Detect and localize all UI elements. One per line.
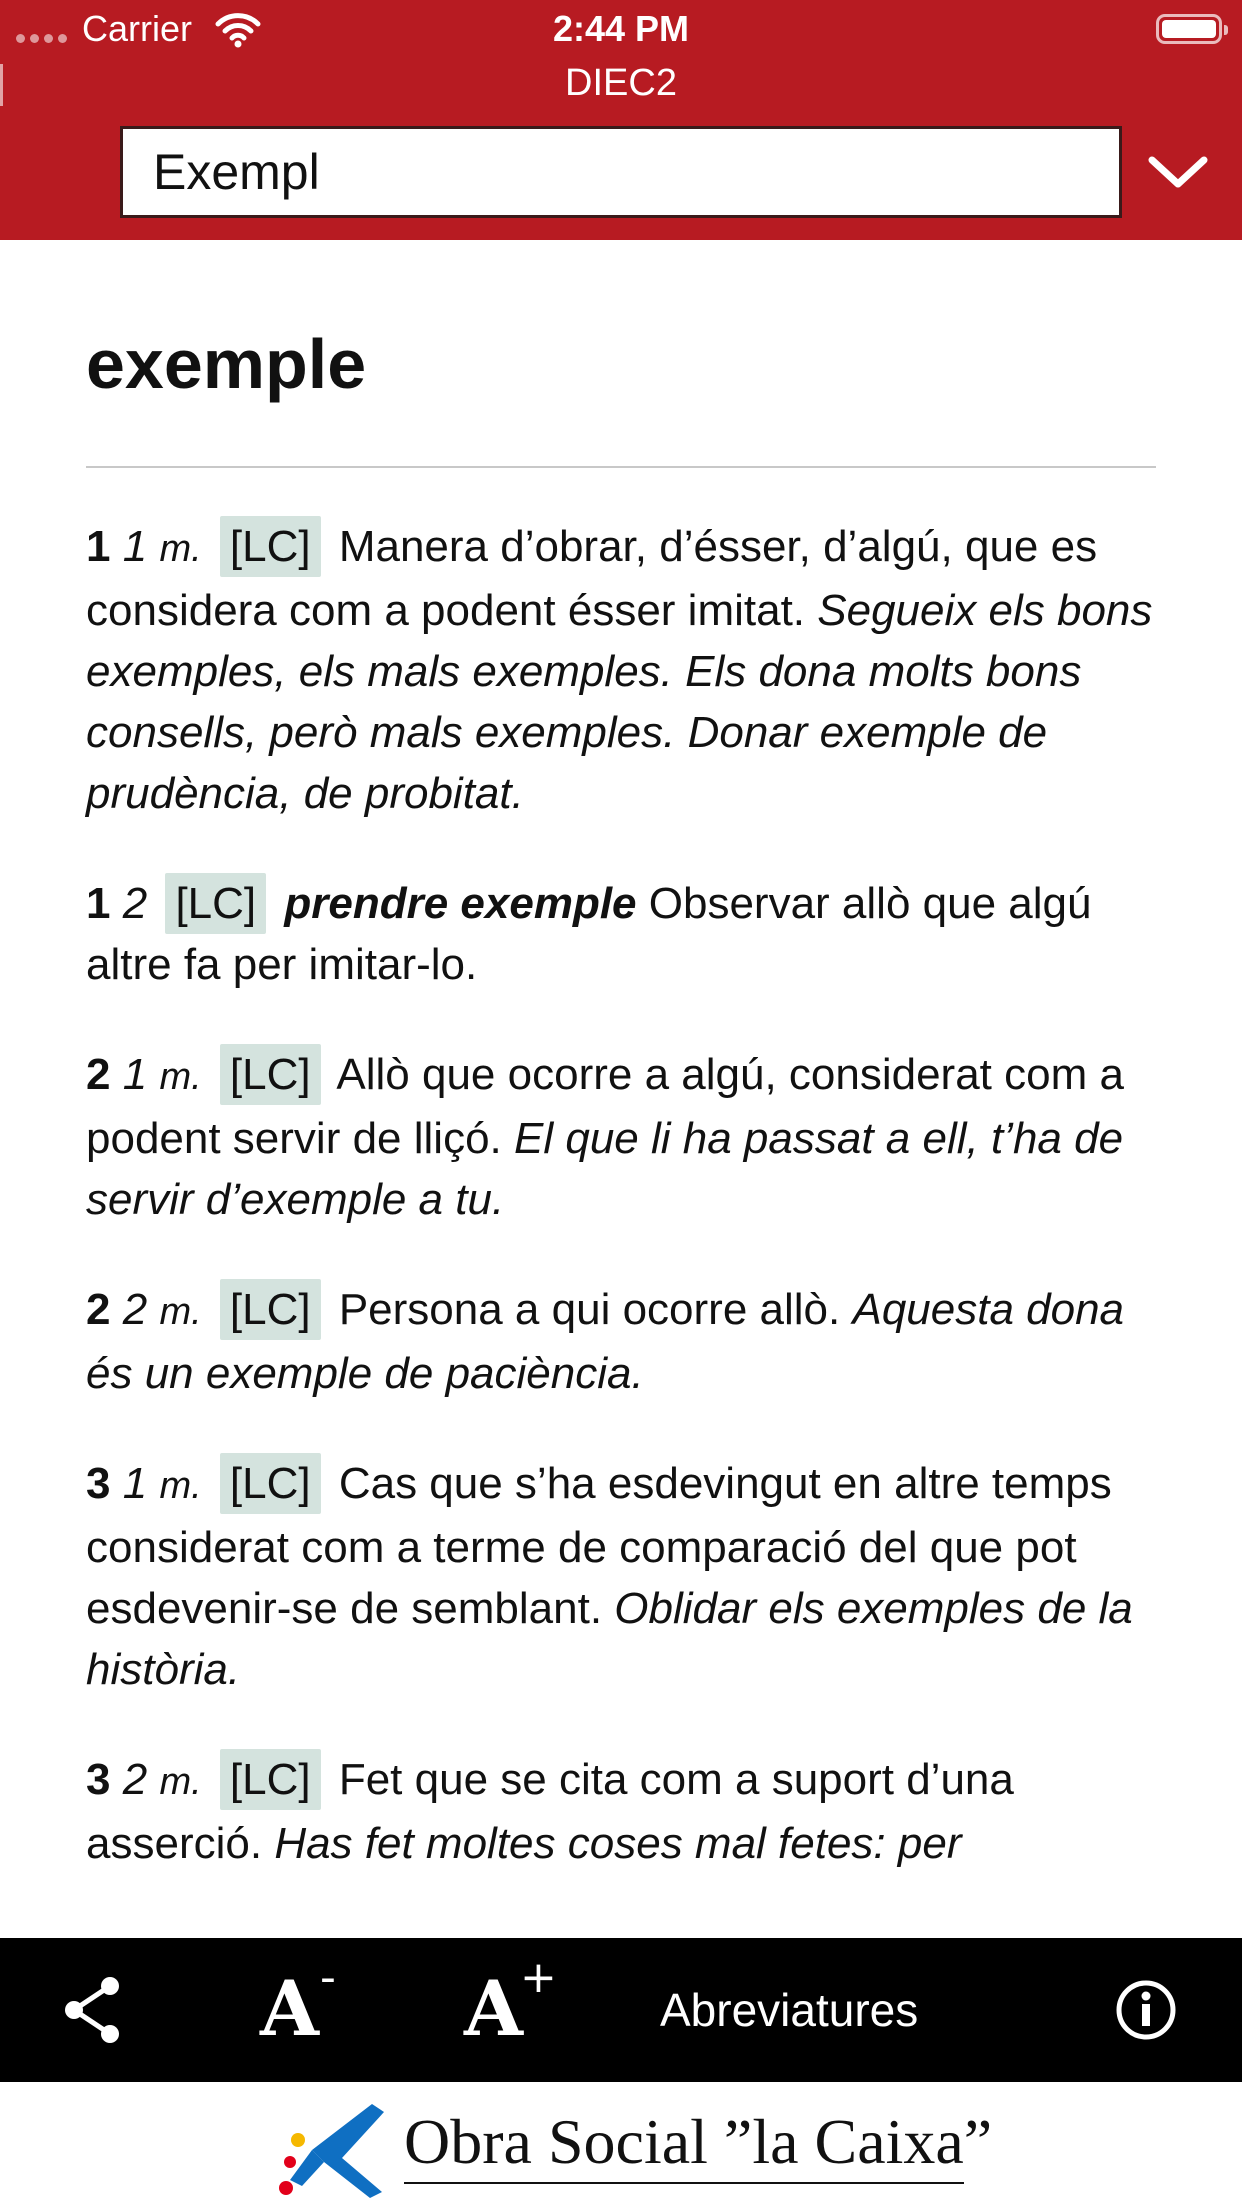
definition-number: 1	[86, 522, 111, 571]
definition-item	[86, 516, 1166, 824]
font-size-icon: A	[260, 1964, 319, 2053]
example-text: El que li ha passat a ell, t’ha de servir d’exemple a tu.	[86, 1114, 1124, 1224]
definition-number: 1	[86, 879, 111, 928]
search-box[interactable]	[120, 126, 1122, 218]
bottom-toolbar	[0, 1938, 1242, 2082]
definition-number: 2	[86, 1285, 111, 1334]
definition-text: Cas que s’ha esdevingut en altre temps considerat com a terme de comparació del que pot esdevenir-se de semblant.	[86, 1459, 1112, 1633]
entry-headword: exemple	[86, 325, 367, 403]
example-text: Oblidar els exemples de la història.	[86, 1584, 1133, 1694]
app-title: DIEC2	[565, 62, 677, 104]
definition-subnumber: 2	[122, 1755, 148, 1804]
share-icon[interactable]	[54, 1938, 134, 2082]
example-text: Has fet moltes coses mal fetes: per	[274, 1819, 962, 1868]
chevron-down-icon[interactable]	[1138, 140, 1218, 204]
la-caixa-star-logo	[272, 2100, 392, 2200]
definition-subnumber: 2	[122, 879, 148, 928]
definition-text: Allò que ocorre a algú, considerat com a podent servir de lliçó.	[86, 1050, 1124, 1163]
definition-item	[86, 1749, 1166, 1874]
font-size-icon: A	[464, 1964, 523, 2053]
font-increase-button[interactable]	[456, 1938, 556, 2082]
lc-tag: [LC]	[220, 516, 321, 577]
info-icon[interactable]	[1114, 1938, 1178, 2082]
sponsor-underline	[404, 2182, 964, 2184]
example-text: Segueix els bons exemples, els mals exemples. Els dona molts bons consells, però mals exemples. Donar exemple de prudència, de probitat.	[86, 586, 1153, 818]
grammar-label: m.	[159, 528, 202, 570]
definition-number: 2	[86, 1050, 111, 1099]
headword-divider	[86, 466, 1156, 468]
definition-item	[86, 1453, 1166, 1700]
definition-item	[86, 873, 1166, 995]
definition-text: Persona a qui ocorre allò.	[338, 1285, 841, 1334]
definition-subnumber: 1	[122, 522, 148, 571]
definition-text: Fet que se cita com a suport d’una asserció.	[86, 1755, 1014, 1868]
battery-icon	[1156, 14, 1222, 44]
lc-tag: [LC]	[220, 1279, 321, 1340]
app-header	[0, 0, 1242, 240]
sponsor-name: Obra Social ”la Caixa”	[404, 2106, 993, 2177]
grammar-label: m.	[159, 1291, 202, 1333]
lc-tag: [LC]	[220, 1749, 321, 1810]
search-input[interactable]	[123, 129, 1119, 215]
definition-text: Observar allò que algú altre fa per imitar-lo.	[86, 879, 1092, 989]
grammar-label: m.	[159, 1761, 202, 1803]
status-bar	[0, 0, 1242, 58]
definition-number: 3	[86, 1755, 111, 1804]
grammar-label: m.	[159, 1056, 202, 1098]
plus-icon: +	[520, 1952, 557, 2003]
phrase-label: prendre exemple	[284, 879, 637, 928]
font-decrease-button[interactable]	[252, 1938, 352, 2082]
minus-icon: -	[320, 1952, 336, 2003]
definition-number: 3	[86, 1459, 111, 1508]
grammar-label: m.	[159, 1465, 202, 1507]
lc-tag: [LC]	[220, 1044, 321, 1105]
lc-tag: [LC]	[165, 873, 266, 934]
sponsor-banner[interactable]	[0, 2082, 1242, 2208]
lc-tag: [LC]	[220, 1453, 321, 1514]
definition-subnumber: 1	[122, 1050, 148, 1099]
carrier-label: Carrier	[82, 8, 193, 49]
definition-item	[86, 1279, 1166, 1404]
abbreviations-button[interactable]: Abreviatures	[660, 1984, 919, 2036]
definition-item	[86, 1044, 1166, 1230]
status-time: 2:44 PM	[552, 8, 690, 49]
definitions-list	[86, 516, 1166, 1923]
definition-subnumber: 2	[122, 1285, 148, 1334]
definition-text: Manera d’obrar, d’ésser, d’algú, que es considera com a podent ésser imitat.	[86, 522, 1098, 635]
example-text: Aquesta dona és un exemple de paciència.	[86, 1285, 1125, 1398]
entry-content[interactable]	[0, 240, 1242, 1938]
definition-subnumber: 1	[122, 1459, 148, 1508]
